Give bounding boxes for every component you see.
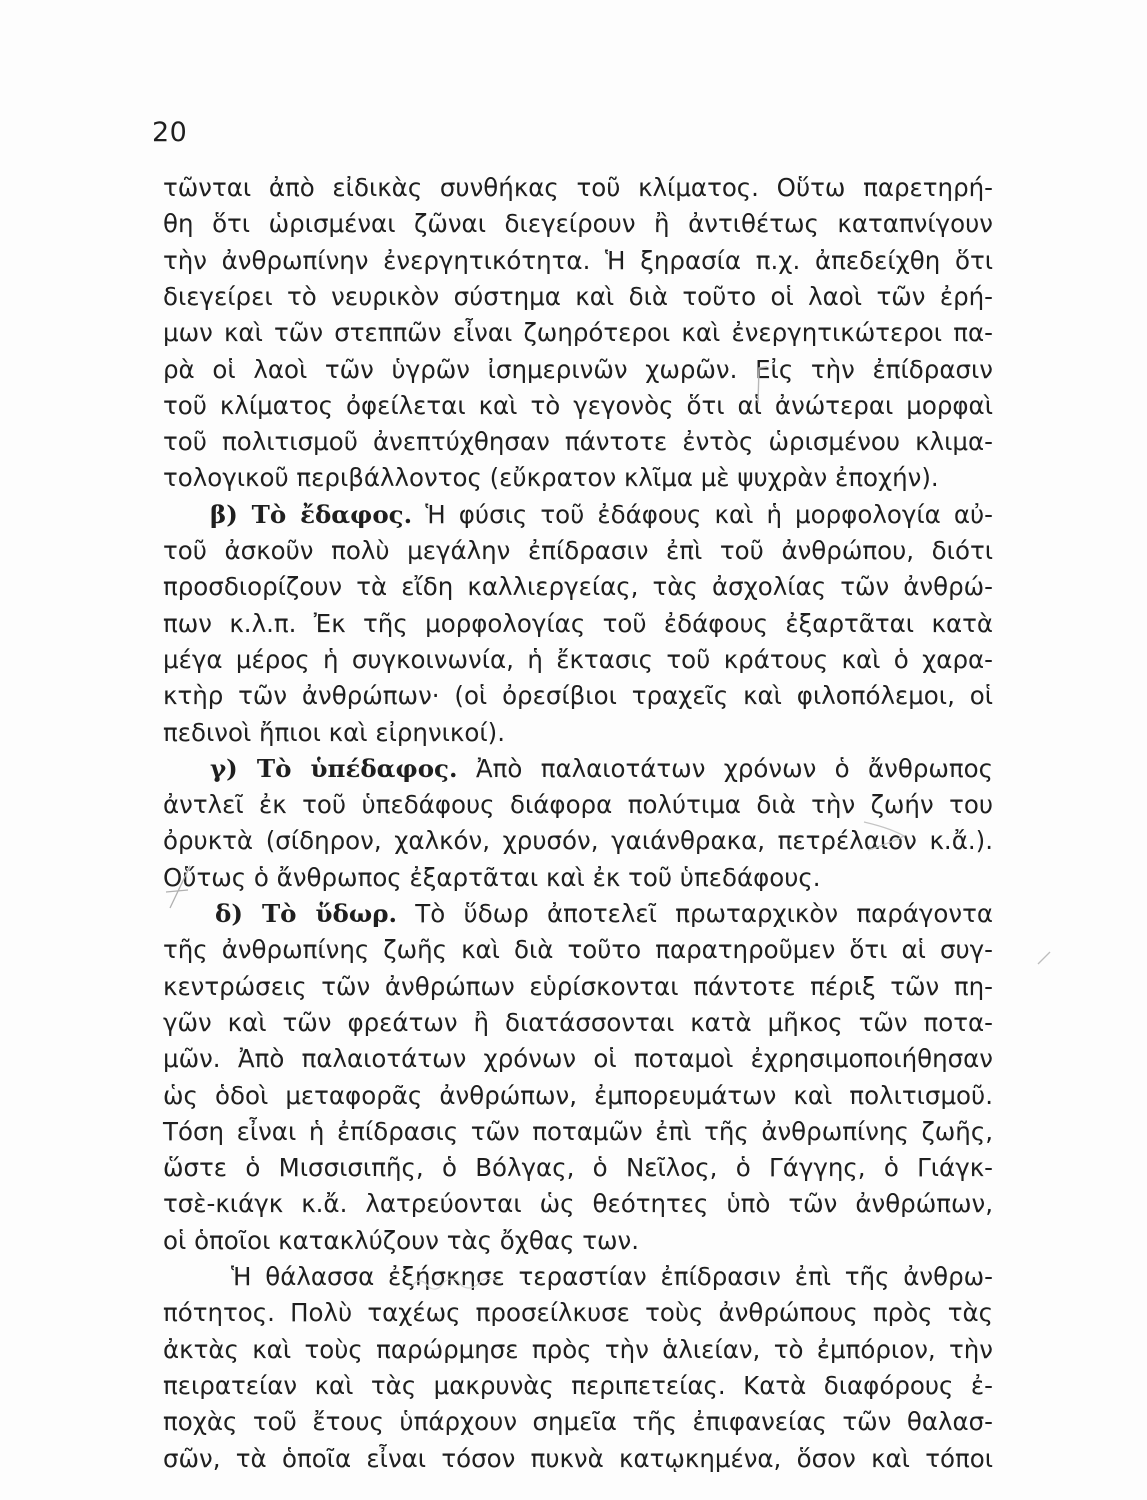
line-text: κεντρώσεις τῶν ἀνθρώπων εὑρίσκονται πάντοτε πέριξ τῶν πη-: [163, 971, 993, 1001]
text-line: [163, 1223, 993, 1259]
text-line: [163, 170, 993, 206]
text-line: [163, 1186, 993, 1222]
text-line: [215, 896, 993, 932]
text-line: [210, 497, 993, 533]
line-text: πειρατείαν καὶ τὰς μακρυνὰς περιπετείας. Κατὰ διαφόρους ἐ-: [163, 1370, 993, 1400]
text-line: [231, 1259, 993, 1295]
text-line: [163, 1368, 993, 1404]
line-text: ποχὰς τοῦ ἔτους ὑπάρχουν σημεῖα τῆς ἐπιφανείας τῶν θαλασ-: [163, 1407, 993, 1437]
line-text: τοῦ ἀσκοῦν πολὺ μεγάλην ἐπίδρασιν ἐπὶ τοῦ ἀνθρώπου, διότι: [163, 536, 993, 565]
text-line: [163, 715, 993, 751]
text-line: [163, 315, 993, 351]
text-line: [163, 932, 993, 968]
line-text: ὥστε ὁ Μισσισιπῆς, ὁ Βόλγας, ὁ Νεῖλος, ὁ Γάγγης, ὁ Γιάγκ-: [163, 1153, 993, 1183]
line-text: μων καὶ τῶν στεππῶν εἶναι ζωηρότεροι καὶ ἐνεργητικώτεροι πα-: [163, 318, 993, 348]
text-line: [163, 787, 993, 823]
text-line: [163, 1150, 993, 1186]
text-line: [163, 1078, 993, 1114]
line-text: τσὲ-κιάγκ κ.ἄ. λατρεύονται ὡς θεότητες ὑπὸ τῶν ἀνθρώπων,: [163, 1189, 993, 1219]
text-line: [163, 969, 993, 1005]
line-text: κτὴρ τῶν ἀνθρώπων· (οἱ ὀρεσίβιοι τραχεῖς καὶ φιλοπόλεμοι, οἱ: [163, 681, 993, 711]
section-heading: γ) Τὸ ὑπέδαφος.: [210, 753, 458, 783]
text-line: [163, 460, 993, 496]
text-line: [163, 860, 993, 896]
text-line: [163, 642, 993, 678]
text-line: [163, 1332, 993, 1368]
line-text: ἀκτὰς καὶ τοὺς παρώρμησε πρὸς τὴν ἁλιείαν, τὸ ἐμπόριον, τὴν: [163, 1334, 993, 1364]
line-text: τολογικοῦ περιβάλλοντος (εὔκρατον κλῖμα μὲ ψυχρὰν ἐποχήν).: [163, 463, 939, 493]
text-line: [163, 243, 993, 279]
pencil-dash-mark: [1036, 950, 1052, 966]
line-text: Ἡ θάλασσα ἐξήσκησε τεραστίαν ἐπίδρασιν ἐπὶ τῆς ἀνθρω-: [231, 1262, 993, 1291]
line-text: οἱ ὁποῖοι κατακλύζουν τὰς ὄχθας των.: [163, 1225, 639, 1255]
line-text: σῶν, τὰ ὁποῖα εἶναι τόσον πυκνὰ κατῳκημένα, ὅσον καὶ τόποι: [163, 1443, 993, 1473]
line-text: προσδιορίζουν τὰ εἴδη καλλιεργείας, τὰς ἀσχολίας τῶν ἀνθρώ-: [163, 572, 993, 602]
line-text: πων κ.λ.π. Ἐκ τῆς μορφολογίας τοῦ ἐδάφους ἐξαρτᾶται κατὰ: [163, 608, 993, 638]
text-line: [163, 1404, 993, 1440]
text-line: [163, 1441, 993, 1477]
text-line: [163, 206, 993, 242]
line-text: τοῦ κλίματος ὀφείλεται καὶ τὸ γεγονὸς ὅτι αἱ ἀνώτεραι μορφαὶ: [163, 390, 993, 420]
text-line: [163, 1114, 993, 1150]
text-line: [163, 388, 993, 424]
line-text: θη ὅτι ὡρισμέναι ζῶναι διεγείρουν ἢ ἀντιθέτως καταπνίγουν: [163, 209, 993, 239]
text-line: [163, 678, 993, 714]
page-number: 20: [152, 117, 188, 148]
section-heading: δ) Τὸ ὕδωρ.: [215, 899, 398, 928]
line-text: διεγείρει τὸ νευρικὸν σύστημα καὶ διὰ τοῦτο οἱ λαοὶ τῶν ἐρή-: [163, 281, 993, 311]
line-text: μέγα μέρος ἡ συγκοινωνία, ἡ ἔκτασις τοῦ κράτους καὶ ὁ χαρα-: [163, 644, 993, 674]
line-text: ρὰ οἱ λαοὶ τῶν ὑγρῶν ἰσημερινῶν χωρῶν. Εἰς τὴν ἐπίδρασιν: [163, 354, 993, 384]
text-line: [163, 424, 993, 460]
line-text: Ἡ φύσις τοῦ ἐδάφους καὶ ἡ μορφολογία αὐ-: [412, 499, 994, 529]
text-line: [163, 569, 993, 605]
line-text: πεδινοὶ ἤπιοι καὶ εἰρηνικοί).: [163, 717, 505, 747]
text-line: [163, 1005, 993, 1041]
text-line: [163, 606, 993, 642]
text-line: [163, 279, 993, 315]
section-heading: β) Τὸ ἔδαφος.: [210, 499, 413, 529]
text-line: [163, 1041, 993, 1077]
text-line: [163, 352, 993, 388]
line-text: Ἀπὸ παλαιοτάτων χρόνων ὁ ἄνθρωπος: [457, 753, 994, 783]
text-line: [210, 751, 993, 787]
line-text: τοῦ πολιτισμοῦ ἀνεπτύχθησαν πάντοτε ἐντὸς ὡρισμένου κλιμα-: [163, 427, 993, 457]
line-text: τῶνται ἀπὸ εἰδικὰς συνθήκας τοῦ κλίματος. Οὕτω παρετηρή-: [163, 173, 993, 202]
line-text: Τόση εἶναι ἡ ἐπίδρασις τῶν ποταμῶν ἐπὶ τῆς ἀνθρωπίνης ζωῆς,: [163, 1116, 993, 1146]
line-text: τῆς ἀνθρωπίνης ζωῆς καὶ διὰ τοῦτο παρατηροῦμεν ὅτι αἱ συγ-: [163, 935, 993, 965]
line-text: ὀρυκτὰ (σίδηρον, χαλκόν, χρυσόν, γαιάνθρακα, πετρέλαιον κ.ἄ.).: [163, 826, 993, 856]
line-text: τὴν ἀνθρωπίνην ἐνεργητικότητα. Ἡ ξηρασία π.χ. ἀπεδείχθη ὅτι: [163, 245, 993, 275]
line-text: ἀντλεῖ ἐκ τοῦ ὑπεδάφους διάφορα πολύτιμα διὰ τὴν ζωήν του: [163, 790, 993, 820]
text-line: [163, 823, 993, 859]
text-line: [163, 533, 993, 569]
line-text: πότητος. Πολὺ ταχέως προσείλκυσε τοὺς ἀνθρώπους πρὸς τὰς: [163, 1298, 993, 1328]
line-text: μῶν. Ἀπὸ παλαιοτάτων χρόνων οἱ ποταμοὶ ἐχρησιμοποιήθησαν: [163, 1044, 993, 1074]
line-text: γῶν καὶ τῶν φρεάτων ἢ διατάσσονται κατὰ μῆκος τῶν ποτα-: [163, 1007, 993, 1037]
text-line: [163, 1295, 993, 1331]
line-text: Τὸ ὕδωρ ἀποτελεῖ πρωταρχικὸν παράγοντα: [397, 899, 993, 928]
line-text: Οὕτως ὁ ἄνθρωπος ἐξαρτᾶται καὶ ἐκ τοῦ ὑπεδάφους.: [163, 862, 821, 892]
line-text: ὡς ὁδοὶ μεταφορᾶς ἀνθρώπων, ἐμπορευμάτων καὶ πολιτισμοῦ.: [163, 1080, 993, 1110]
